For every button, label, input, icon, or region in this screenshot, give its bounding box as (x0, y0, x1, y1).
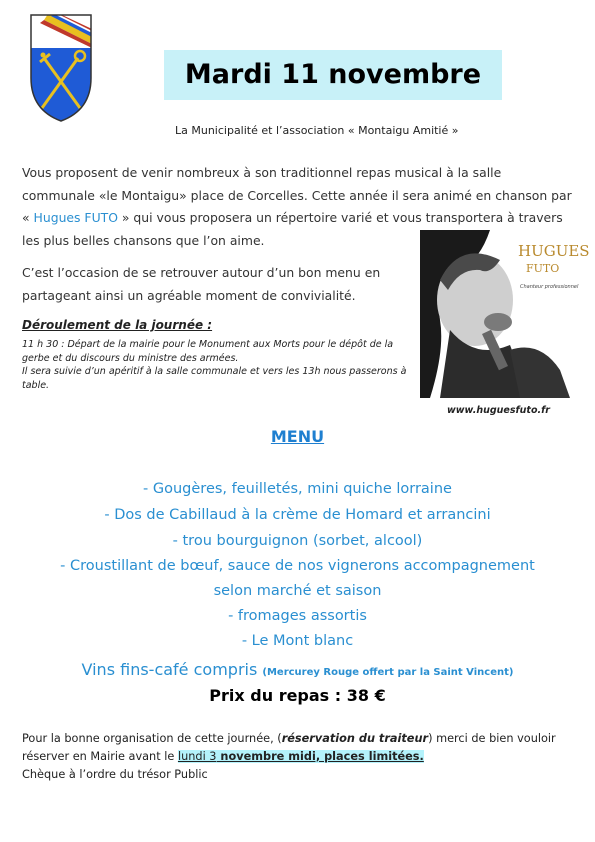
programme-title: Déroulement de la journée : (22, 318, 213, 332)
photo-caption: Chanteur professionnel (520, 284, 579, 290)
wine-line (0, 660, 595, 679)
programme-details (22, 338, 412, 392)
deadline-day: lundi 3 (177, 750, 217, 763)
caterer-note: réservation du traiteur (281, 732, 429, 745)
menu-item: - Le Mont blanc (241, 633, 354, 649)
reservation-paragraph (22, 730, 577, 784)
menu-item: - trou bourguignon (sorbet, alcool) (172, 533, 423, 549)
reservation-text: Pour la bonne organisation de cette journée, ( (22, 732, 282, 745)
menu-item: selon marché et saison (213, 583, 382, 599)
menu-item: - fromages assortis (228, 608, 367, 624)
wine-text: Vins fins-café compris (81, 660, 263, 679)
artist-name: Hugues FUTO (33, 210, 118, 225)
wine-note: (Mercurey Rouge offert par la Saint Vincent) (262, 667, 514, 678)
reservation-text: ) merci de bien vouloir réserver en Mairie avant le (22, 732, 556, 763)
cheque-note: Chèque à l’ordre du trésor Public (22, 768, 208, 781)
menu-item: - Dos de Cabillaud à la crème de Homard et arrancini (104, 507, 491, 523)
deadline-detail: novembre midi, places limitées. (216, 750, 424, 763)
conviviality-paragraph: C’est l’occasion de se retrouver autour d’un bon menu en partageant ainsi un agréable moment de convivialité. (22, 265, 381, 303)
intro-text-start: Vous proposent de venir nombreux à son traditionnel repas musical à la salle communale «le Montaigu» place de Corcelles. Cette année il sera animé en chanson par « (22, 165, 572, 225)
coat-of-arms-icon (30, 14, 92, 122)
programme-line: Il sera suivie d’un apéritif à la salle communale et vers les 13h nous passerons à table. (22, 366, 407, 391)
menu-title: MENU (270, 427, 325, 446)
programme-line: 11 h 30 : Départ de la mairie pour le Monument aux Morts pour le dépôt de la gerbe et du discours du ministre des armées. (22, 339, 394, 364)
artist-photo (420, 230, 590, 398)
meal-price: Prix du repas : 38 € (209, 686, 386, 705)
photo-name-line1: HUGUES (518, 242, 590, 260)
website-link[interactable]: www.huguesfuto.fr (447, 405, 550, 416)
organizers-line: La Municipalité et l’association « Montaigu Amitié » (175, 124, 459, 137)
intro-text-end: » qui vous proposera un répertoire varié et vous transportera à travers les plus belles chansons que l’on aime. (22, 210, 563, 248)
page-title: Mardi 11 novembre (184, 59, 482, 90)
menu-item: - Croustillant de bœuf, sauce de nos vignerons accompagnement (60, 558, 535, 574)
photo-name-line2: FUTO (526, 262, 560, 275)
menu-item: - Gougères, feuilletés, mini quiche lorraine (143, 481, 452, 497)
